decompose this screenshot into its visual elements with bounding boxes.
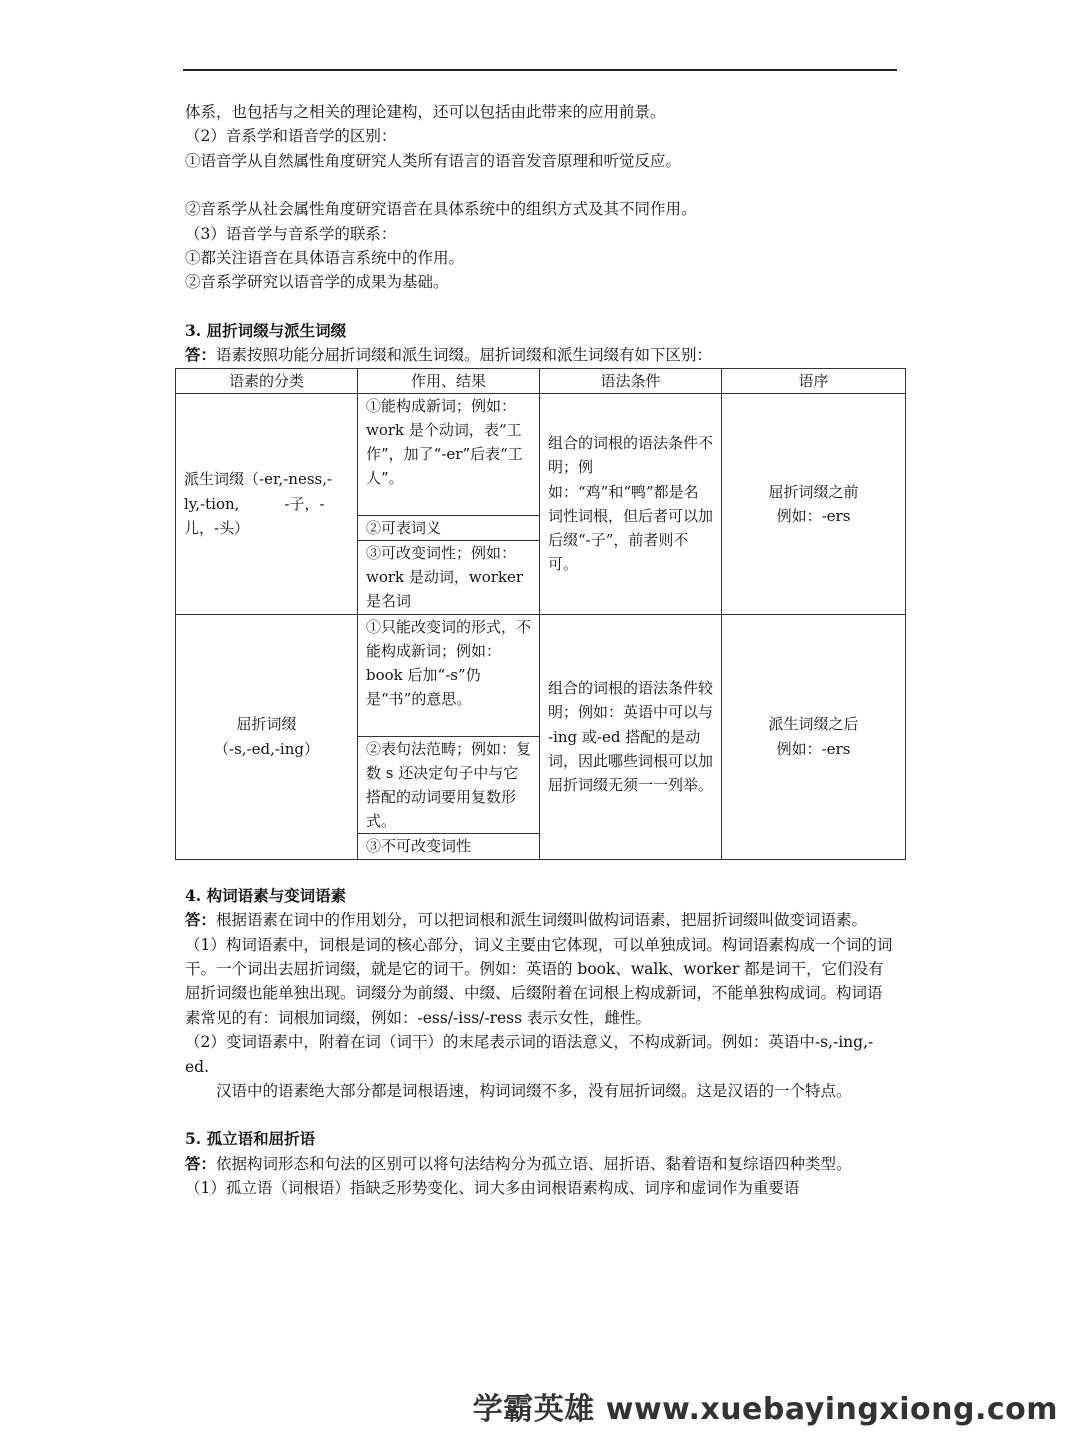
section-heading: 4. 构词语素与变词语素 — [185, 885, 347, 905]
condition-cell: 组合的词根的语法条件较明；例如：英语中可以与 -ing 或-ed 搭配的是动词，因此哪些词根可以加屈折词缀无须一一列举。 — [540, 614, 722, 859]
effect-cell: ①只能改变词的形式，不能构成新词；例如：book 后加“-s”仍是“书”的意思。 — [358, 614, 540, 736]
effect-cell: ②可表词义 — [358, 515, 540, 540]
site-watermark: 学霸英雄 www.xuebayingxiong.com — [472, 1392, 1058, 1427]
effect-cell: ③不可改变词性 — [358, 834, 540, 859]
body-paragraph: （1）构词语素中，词根是词的核心部分，词义主要由它体现，可以单独成词。构词语素构成一个词的词干。一个词出去屈折词缀，就是它的词干。例如：英语的 book、walk、worker 都是词干，它们没有屈折词缀也能单独出现。词缀分为前缀、中缀、后缀附着在词根上构成新词，不能单独构成词。构词语素常见的有：词根加词缀，例如：-ess/-iss/-ress 表示女性，雌性。 — [185, 935, 893, 1027]
order-cell — [722, 614, 906, 859]
body-paragraph: 汉语中的语素绝大部分都是词根语速，构词词缀不多，没有屈折词缀。这是汉语的一个特点。 — [216, 1081, 852, 1100]
category-examples: （-s,-ed,-ing） — [214, 739, 319, 758]
category-name: 屈折词缀 — [236, 715, 297, 734]
effect-cell: ③可改变词性；例如：work 是动词，worker 是名词 — [358, 541, 540, 615]
answer-text: 语素按照功能分屈折词缀和派生词缀。屈折词缀和派生词缀有如下区别： — [216, 346, 713, 365]
order-text: 派生词缀之后 — [768, 715, 859, 734]
subsection-title: （3）语音学与音系学的联系： — [185, 224, 397, 243]
section-heading: 5. 孤立语和屈折语 — [185, 1129, 316, 1149]
subsection-title: （2）音系学和语音学的区别： — [185, 127, 397, 146]
answer-label: 答： — [185, 910, 217, 930]
answer-paragraph — [185, 343, 897, 367]
category-cell: 派生词缀（-er,-ness,-ly,-tion, -子，-儿，-头） — [176, 393, 358, 614]
list-item: ①都关注语音在具体语言系统中的作用。 — [185, 249, 465, 268]
morpheme-comparison-table — [175, 368, 906, 860]
answer-paragraph — [185, 908, 897, 932]
condition-cell: 组合的词根的语法条件不明；例如：“鸡”和“鸭”都是名词性词根，但后者可以加后缀“-子”，前者则不可。 — [540, 393, 722, 614]
answer-paragraph — [185, 1152, 897, 1176]
order-example: 例如：-ers — [776, 506, 851, 525]
column-header: 作用、结果 — [358, 368, 540, 393]
answer-label: 答： — [185, 1153, 217, 1173]
order-text: 屈折词缀之前 — [768, 482, 859, 501]
answer-text: 依据构词形态和句法的区别可以将句法结构分为孤立语、屈折语、黏着语和复综语四种类型。 — [216, 1154, 852, 1173]
list-item: ②音系学研究以语音学的成果为基础。 — [185, 273, 449, 292]
category-cell — [176, 614, 358, 859]
section-heading: 3. 屈折词缀与派生词缀 — [185, 320, 347, 340]
body-paragraph: （2）变词语素中，附着在词（词干）的末尾表示词的语法意义，不构成新词。例如：英语中-s,-ing,-ed. — [185, 1033, 874, 1076]
table-row — [176, 614, 906, 736]
header-rule — [183, 69, 897, 71]
column-header: 语序 — [722, 368, 906, 393]
effect-cell: ①能构成新词；例如：work 是个动词，表“工作”，加了“-er”后表“工人”。 — [358, 393, 540, 515]
list-item: ①语音学从自然属性角度研究人类所有语言的语音发音原理和听觉反应。 — [185, 151, 682, 170]
table-header-row — [176, 368, 906, 393]
answer-label: 答： — [185, 345, 217, 365]
effect-cell: ②表句法范畴；例如：复数 s 还决定句子中与它搭配的动词要用复数形式。 — [358, 736, 540, 834]
body-paragraph: （1）孤立语（词根语）指缺乏形势变化、词大多由词根语素构成、词序和虚词作为重要语 — [185, 1179, 800, 1198]
table-row — [176, 393, 906, 515]
order-cell — [722, 393, 906, 614]
answer-text: 根据语素在词中的作用划分，可以把词根和派生词缀叫做构词语素，把屈折词缀叫做变词语素。 — [216, 911, 868, 930]
column-header: 语素的分类 — [176, 368, 358, 393]
document-body — [185, 100, 897, 1201]
order-example: 例如：-ers — [776, 739, 851, 758]
list-item: ②音系学从社会属性角度研究语音在具体系统中的组织方式及其不同作用。 — [185, 200, 697, 219]
column-header: 语法条件 — [540, 368, 722, 393]
intro-line: 体系，也包括与之相关的理论建构，还可以包括由此带来的应用前景。 — [185, 103, 666, 121]
